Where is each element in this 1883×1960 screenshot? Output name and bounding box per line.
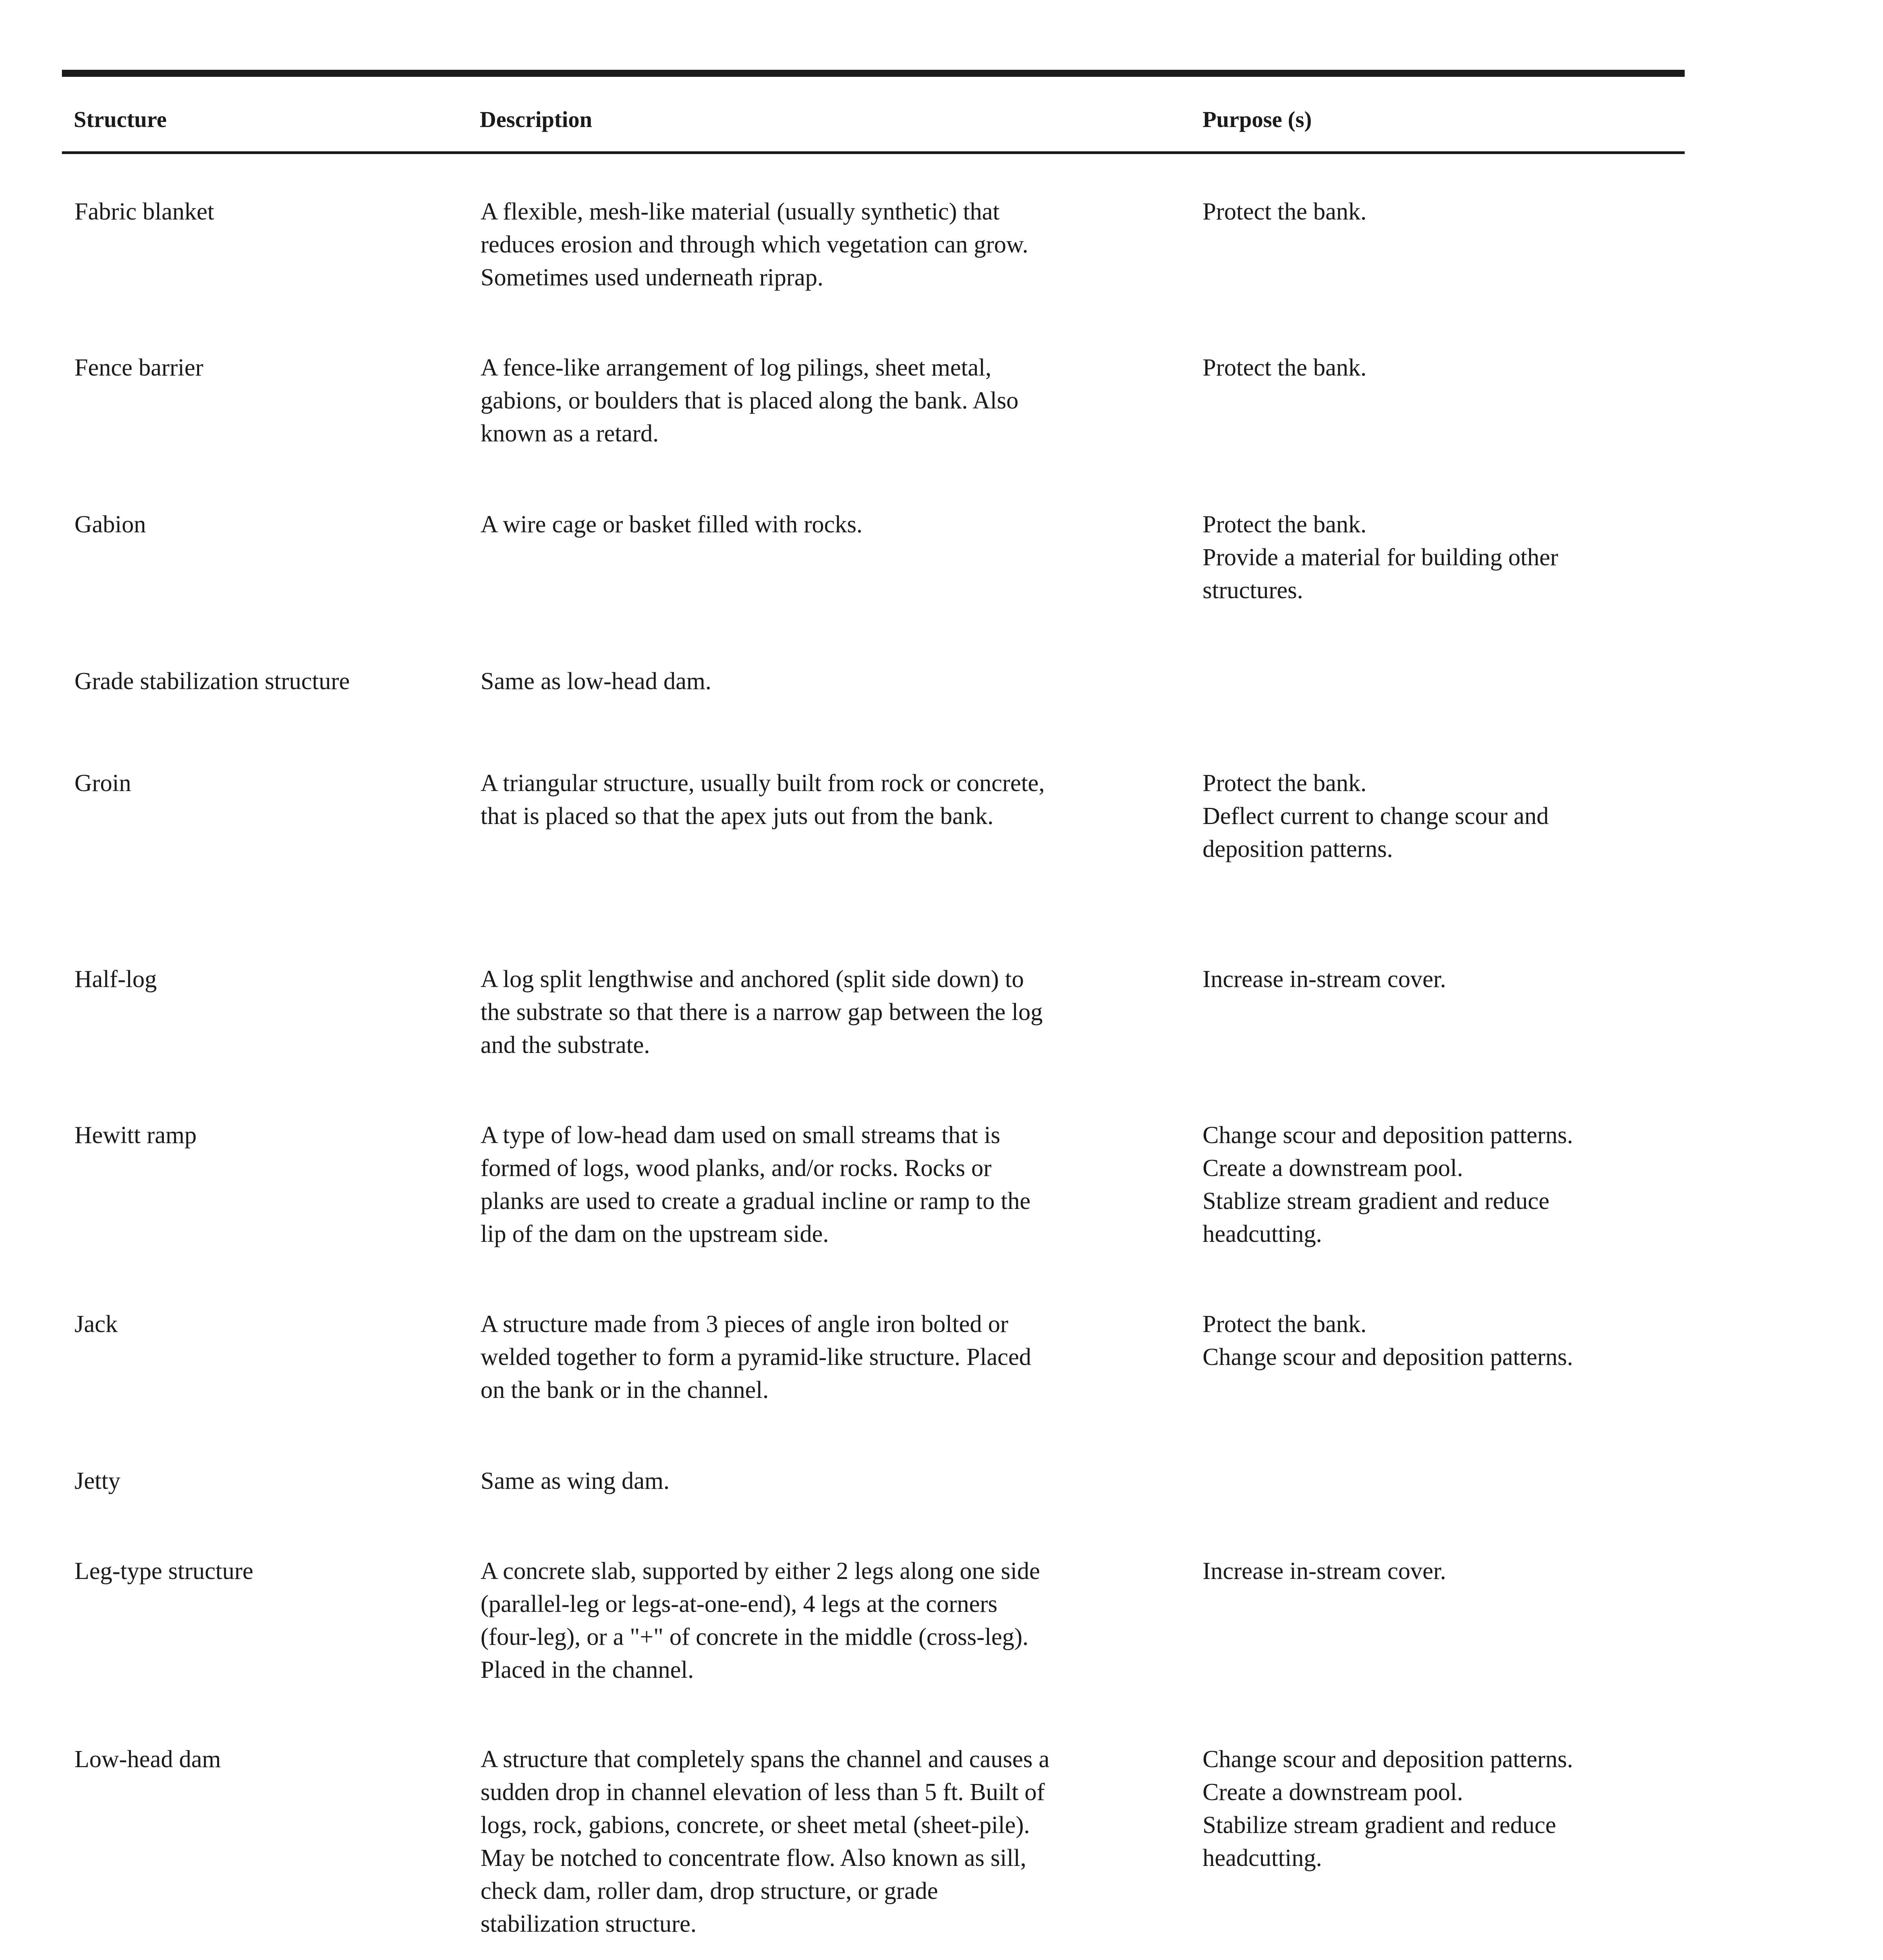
structure-cell: Grade stabilization structure	[74, 668, 350, 695]
description-line: check dam, roller dam, drop structure, or grade	[481, 1878, 938, 1904]
description-line: sudden drop in channel elevation of less than 5 ft. Built of	[481, 1779, 1045, 1806]
purpose-line: Change scour and deposition patterns.	[1203, 1122, 1573, 1149]
description-line: Same as wing dam.	[481, 1468, 670, 1494]
description-line: A structure made from 3 pieces of angle iron bolted or	[481, 1311, 1009, 1338]
purpose-line: Stablize stream gradient and reduce	[1203, 1188, 1549, 1214]
purpose-line: Increase in-stream cover.	[1203, 966, 1446, 993]
purpose-line: Protect the bank.	[1203, 1311, 1367, 1338]
description-cell	[481, 1119, 1186, 1250]
purpose-line: Protect the bank.	[1203, 511, 1367, 538]
description-line: known as a retard.	[481, 420, 659, 447]
description-line: stabilization structure.	[481, 1911, 697, 1937]
description-line: and the substrate.	[481, 1032, 650, 1058]
description-line: formed of logs, wood planks, and/or rocks. Rocks or	[481, 1155, 992, 1181]
description-line: A concrete slab, supported by either 2 legs along one side	[481, 1558, 1040, 1584]
header-rule	[62, 151, 1685, 154]
purpose-cell	[1203, 195, 1696, 228]
purpose-cell	[1203, 1119, 1696, 1250]
purpose-cell	[1203, 1308, 1696, 1374]
description-line: gabions, or boulders that is placed along the bank. Also	[481, 387, 1019, 414]
structure-cell: Low-head dam	[74, 1746, 221, 1773]
description-line: the substrate so that there is a narrow gap between the log	[481, 999, 1043, 1025]
description-cell	[481, 665, 1186, 698]
structure-cell: Fence barrier	[74, 354, 203, 381]
description-cell	[481, 767, 1186, 833]
purpose-cell	[1203, 1555, 1696, 1588]
header-structure: Structure	[74, 107, 167, 132]
description-cell	[481, 1465, 1186, 1497]
description-line: Placed in the channel.	[481, 1657, 694, 1683]
structure-cell: Hewitt ramp	[74, 1122, 197, 1149]
description-line: A log split lengthwise and anchored (split side down) to	[481, 966, 1024, 993]
purpose-line: headcutting.	[1203, 1221, 1322, 1247]
description-line: logs, rock, gabions, concrete, or sheet metal (sheet-pile).	[481, 1812, 1030, 1838]
description-line: on the bank or in the channel.	[481, 1377, 769, 1403]
purpose-cell	[1203, 963, 1696, 996]
description-line: planks are used to create a gradual incline or ramp to the	[481, 1188, 1031, 1214]
purpose-line: Protect the bank.	[1203, 198, 1367, 225]
description-line: A type of low-head dam used on small streams that is	[481, 1122, 1000, 1149]
purpose-line: Deflect current to change scour and	[1203, 803, 1549, 829]
purpose-line: Protect the bank.	[1203, 354, 1367, 381]
purpose-line: headcutting.	[1203, 1845, 1322, 1871]
description-line: welded together to form a pyramid-like structure. Placed	[481, 1344, 1031, 1370]
structure-cell: Leg-type structure	[74, 1558, 254, 1584]
description-cell	[481, 195, 1186, 294]
purpose-line: Stabilize stream gradient and reduce	[1203, 1812, 1556, 1838]
description-line: reduces erosion and through which vegetation can grow.	[481, 231, 1029, 258]
description-cell	[481, 1743, 1186, 1940]
purpose-line: Create a downstream pool.	[1203, 1155, 1463, 1181]
structure-cell: Groin	[74, 770, 131, 797]
purpose-cell	[1203, 767, 1696, 866]
description-cell	[481, 963, 1186, 1062]
purpose-line: deposition patterns.	[1203, 836, 1393, 862]
description-line: May be notched to concentrate flow. Also known as sill,	[481, 1845, 1027, 1871]
purpose-cell	[1203, 351, 1696, 384]
description-cell	[481, 1308, 1186, 1406]
purpose-line: Change scour and deposition patterns.	[1203, 1344, 1573, 1370]
description-cell	[481, 1555, 1186, 1686]
description-cell	[481, 351, 1186, 450]
purpose-cell	[1203, 508, 1696, 607]
description-line: A wire cage or basket filled with rocks.	[481, 511, 863, 538]
header-description: Description	[480, 107, 592, 132]
description-line: A flexible, mesh-like material (usually synthetic) that	[481, 198, 1000, 225]
purpose-line: Change scour and deposition patterns.	[1203, 1746, 1573, 1773]
structure-cell: Half-log	[74, 966, 157, 993]
structure-cell: Gabion	[74, 511, 146, 538]
description-line: that is placed so that the apex juts out from the bank.	[481, 803, 994, 829]
structure-cell: Fabric blanket	[74, 198, 214, 225]
description-line: Same as low-head dam.	[481, 668, 711, 695]
header-purpose: Purpose (s)	[1203, 107, 1312, 132]
description-line: A structure that completely spans the channel and causes a	[481, 1746, 1050, 1773]
structure-cell: Jetty	[74, 1468, 121, 1494]
description-line: A fence-like arrangement of log pilings, sheet metal,	[481, 354, 992, 381]
purpose-line: Protect the bank.	[1203, 770, 1367, 797]
purpose-cell	[1203, 1743, 1696, 1875]
description-line: (parallel-leg or legs-at-one-end), 4 legs at the corners	[481, 1591, 998, 1617]
description-cell	[481, 508, 1186, 541]
description-line: A triangular structure, usually built from rock or concrete,	[481, 770, 1045, 797]
description-line: (four-leg), or a "+" of concrete in the middle (cross-leg).	[481, 1624, 1029, 1650]
purpose-line: Increase in-stream cover.	[1203, 1558, 1446, 1584]
description-line: Sometimes used underneath riprap.	[481, 264, 824, 291]
top-rule	[62, 70, 1685, 77]
description-line: lip of the dam on the upstream side.	[481, 1221, 829, 1247]
purpose-line: structures.	[1203, 577, 1303, 604]
structure-cell: Jack	[74, 1311, 118, 1338]
purpose-line: Provide a material for building other	[1203, 544, 1558, 571]
purpose-line: Create a downstream pool.	[1203, 1779, 1463, 1806]
